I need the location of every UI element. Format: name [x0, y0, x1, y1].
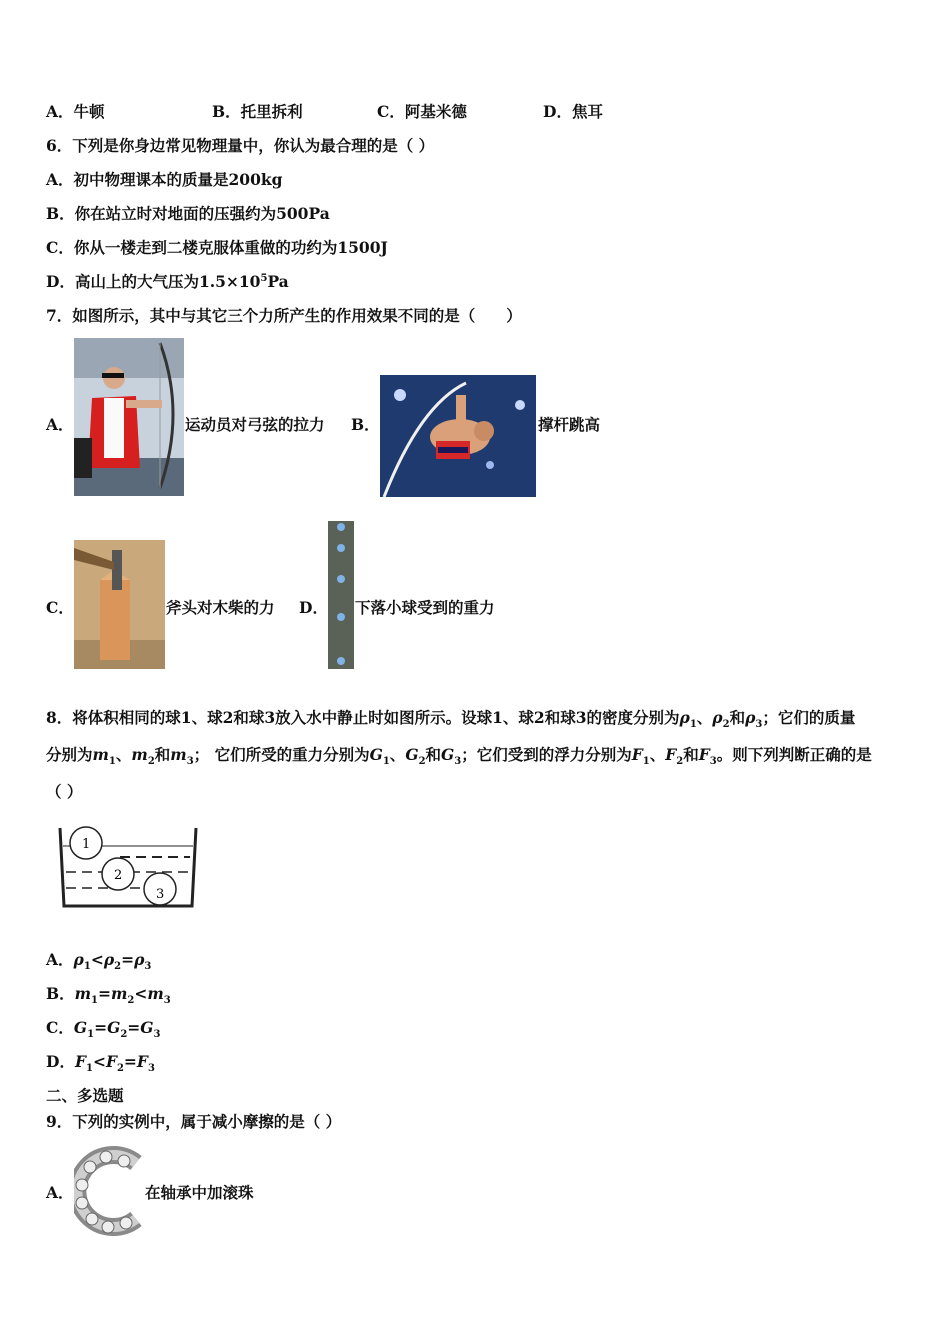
- q8-option-d-expr: $F_1<F_2=F_3$: [74, 1052, 155, 1075]
- option-letter: D．: [46, 1052, 75, 1071]
- q6-stem: 6．下列是你身边常见物理量中，你认为最合理的是（ ）: [46, 136, 435, 155]
- option-letter: B．: [46, 984, 75, 1003]
- and-word: 和: [729, 708, 746, 727]
- rho-symbol: ρ: [712, 708, 723, 727]
- rho-symbol: ρ: [679, 708, 690, 727]
- subscript: 1: [382, 756, 390, 768]
- q7-option-d-text: 下落小球受到的重力: [355, 598, 495, 617]
- mass-symbol: m: [92, 745, 109, 764]
- q7-option-b-text: 撑杆跳高: [538, 415, 601, 434]
- q5-options: [46, 102, 746, 122]
- q7-option-b-letter: B．: [351, 415, 380, 434]
- section-title: 二、多选题: [46, 1086, 124, 1105]
- q6-exponent: 5: [260, 272, 268, 284]
- subscript: 2: [722, 719, 730, 731]
- and-word: 和: [154, 745, 171, 764]
- q7-option-c-text: 斧头对木柴的力: [166, 598, 275, 617]
- q8-line1-tail: ；它们的质量: [762, 708, 856, 727]
- q8-option-b: [46, 984, 171, 1007]
- q8-option-d: [46, 1052, 155, 1075]
- rho-symbol: ρ: [745, 708, 756, 727]
- q8-line2-tail: 。则下列判断正确的是: [716, 745, 872, 764]
- q8-line2-text: 分别为: [46, 745, 93, 764]
- q6-option-d-text: D．高山上的大气压为1.5×10: [46, 272, 261, 291]
- subscript: 3: [755, 719, 763, 731]
- option-letter: C．: [46, 1018, 74, 1037]
- subscript: 1: [642, 756, 650, 768]
- q8-line2-text: ；它们受到的浮力分别为: [461, 745, 632, 764]
- subscript: 3: [186, 756, 194, 768]
- mass-symbol: m: [170, 745, 187, 764]
- q8-option-b-expr: $m_1=m_2<m_3$: [74, 984, 171, 1007]
- q8-option-c: [46, 1018, 161, 1041]
- q5-option-b: B．托里拆利: [212, 102, 303, 121]
- force-symbol: F: [698, 745, 710, 764]
- subscript: 2: [147, 756, 155, 768]
- gravity-symbol: G: [369, 745, 383, 764]
- q8-line2-text: ； 它们所受的重力分别为: [193, 745, 370, 764]
- pole-vault-image: [380, 375, 536, 497]
- axe-wood-image: [74, 540, 165, 669]
- ball-1-label: 1: [82, 837, 91, 852]
- q8-stem-line1: 8．将体积相同的球1、球2和球3放入水中静止时如图所示。设球1、球2和球3的密度分别为$\rho_1$、$\rho_2$和$\rho_3$；它们的质量: [46, 708, 856, 731]
- subscript: 3: [709, 756, 717, 768]
- and-word: 和: [425, 745, 442, 764]
- q7-option-d-letter: D．: [299, 598, 328, 617]
- q9-option-a-letter: A．: [46, 1183, 74, 1202]
- subscript: 3: [454, 756, 462, 768]
- q7-option-a-letter: A．: [46, 415, 74, 434]
- q8-option-a: [46, 950, 152, 973]
- gravity-symbol: G: [441, 745, 455, 764]
- ball-3-label: 3: [156, 887, 165, 902]
- q7-option-c-letter: C．: [46, 598, 74, 617]
- gravity-symbol: G: [405, 745, 419, 764]
- force-symbol: F: [665, 745, 677, 764]
- ball-bearing-image: [74, 1145, 144, 1237]
- and-word: 和: [683, 745, 699, 764]
- mass-symbol: m: [131, 745, 148, 764]
- q5-option-c: C．阿基米德: [377, 102, 467, 121]
- q8-stem-line2: 分别为$m_1$、$m_2$和$m_3$； 它们所受的重力分别为$G_1$、$G_2$和$G_3$；它们受到的浮力分别为$F_1$、$F_2$和$F_3$。则下列判断正确的是: [46, 745, 872, 768]
- subscript: 2: [676, 756, 684, 768]
- q8-option-a-expr: $\rho_1<\rho_2=\rho_3$: [73, 950, 152, 973]
- ball-2-label: 2: [114, 868, 123, 883]
- option-letter: A．: [46, 950, 74, 969]
- archer-image: [74, 338, 184, 496]
- q9-option-a-text: 在轴承中加滚珠: [145, 1183, 254, 1202]
- subscript: 1: [108, 756, 116, 768]
- q5-option-a: A．牛顿: [46, 102, 105, 121]
- subscript: 2: [418, 756, 426, 768]
- q6-option-a: A．初中物理课本的质量是200kg: [46, 170, 283, 189]
- q8-line1-text: 8．将体积相同的球1、球2和球3放入水中静止时如图所示。设球1、球2和球3的密度分别为: [46, 708, 680, 727]
- subscript: 1: [689, 719, 697, 731]
- q7-option-a-text: 运动员对弓弦的拉力: [185, 415, 325, 434]
- q6-option-b: B．你在站立时对地面的压强约为500Pa: [46, 204, 330, 223]
- q6-option-d: [46, 272, 289, 292]
- falling-ball-image: [328, 521, 354, 669]
- balls-in-water-diagram: [54, 824, 202, 910]
- q6-option-d-unit: Pa: [267, 272, 289, 291]
- force-symbol: F: [631, 745, 643, 764]
- q8-option-c-expr: $G_1=G_2=G_3$: [73, 1018, 161, 1041]
- q9-stem: 9．下列的实例中，属于减小摩擦的是（ ）: [46, 1112, 342, 1131]
- q8-stem-line3: （ ）: [46, 782, 83, 801]
- q7-stem: 7．如图所示，其中与其它三个力所产生的作用效果不同的是（ ）: [46, 306, 522, 325]
- q5-option-d: D．焦耳: [543, 102, 603, 121]
- q6-option-c: C．你从一楼走到二楼克服体重做的功约为1500J: [46, 238, 388, 257]
